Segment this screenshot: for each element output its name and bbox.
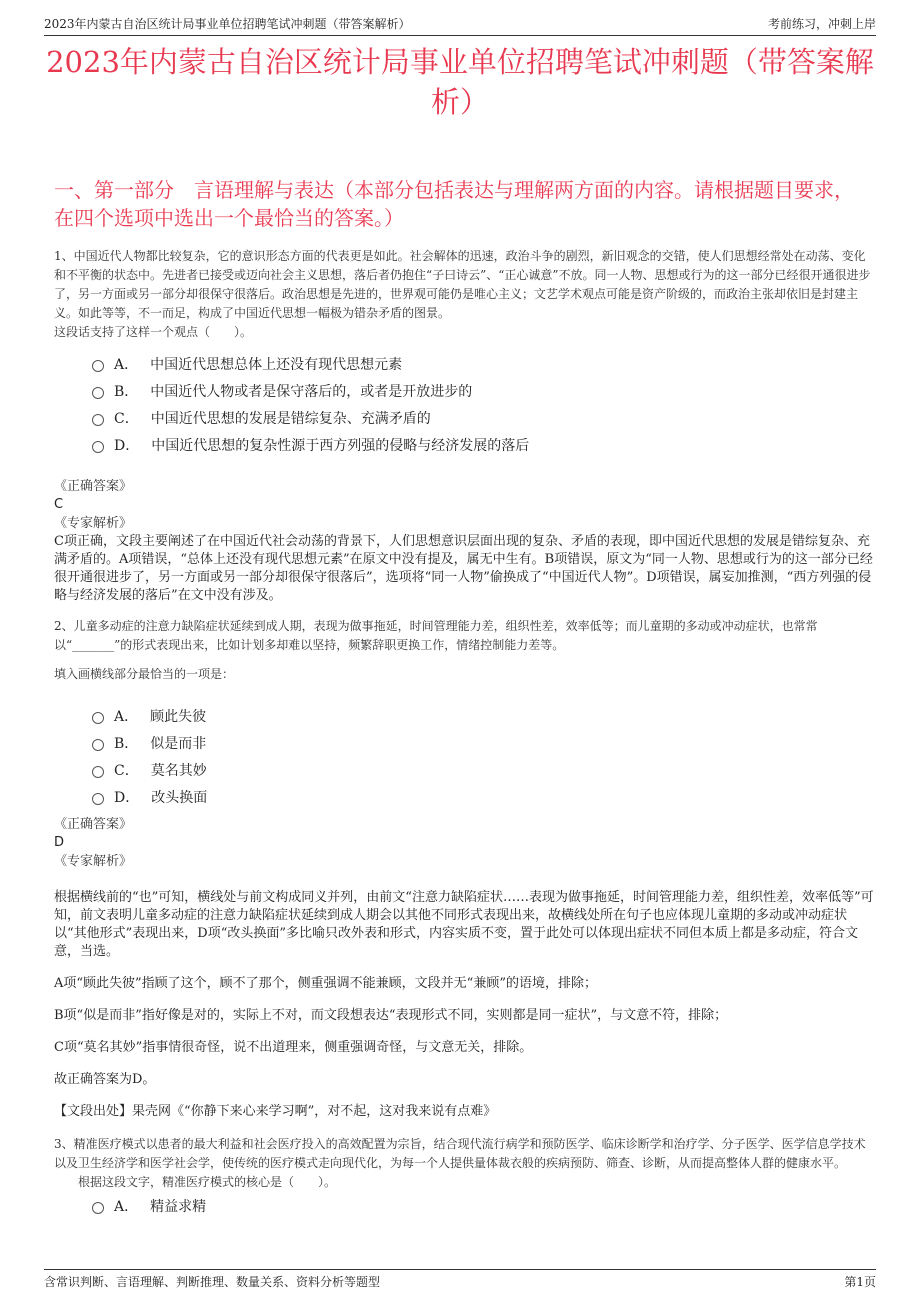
option-text: 顾此失彼 [150,708,207,725]
answer-heading: 《正确答案》 [54,817,133,832]
option-a[interactable] [92,1192,874,1219]
document-title: 2023年内蒙古自治区统计局事业单位招聘笔试冲刺题（带答案解析） [46,45,874,119]
radio-icon[interactable] [92,387,104,399]
radio-icon[interactable] [92,1202,104,1214]
option-label: A． [114,708,139,725]
option-b[interactable] [92,377,874,404]
option-label: B． [114,735,139,752]
analysis-text [54,889,874,1121]
question-2-text [54,617,874,684]
option-label: D． [114,789,140,806]
question-2-prompt: 填入画横线部分最恰当的一项是： [54,667,235,681]
radio-icon[interactable] [92,793,104,805]
radio-icon[interactable] [92,766,104,778]
analysis-paragraph: B项“似是而非”指好像是对的，实际上不对，而文段想表达“表现形式不同，实则都是同一症状”，与文意不符，排除； [54,1008,728,1023]
analysis-paragraph: C项“莫名其妙”指事情很奇怪，说不出道理来，侧重强调奇怪，与文意无关，排除。 [54,1040,533,1055]
radio-icon[interactable] [92,414,104,426]
analysis-paragraph: 故正确答案为D。 [54,1072,156,1087]
question-3 [54,1135,874,1219]
question-1-stem: 1、中国近代人物都比较复杂，它的意识形态方面的代表更是如此。社会解体的迅速，政治斗争的剧烈，新旧观念的交错，使人们思想经常处在动荡、变化和不平衡的状态中。先进者已接受或迈向社会主义思想，落后者仍抱住“子曰诗云”、“正心诚意”不放。同一人物、思想或行为的这一部分已经很开通很进步了，另一方面或另一部分却很保守很落后。政治思想是先进的，世界观可能仍是唯心主义；文艺学术观点可能是资产阶级的，而政治主张却依旧是封建主义。如此等等，不一而足，构成了中国近代思想一幅极为错杂矛盾的图景。 [54,249,871,320]
page-header [44,10,876,36]
option-text: 中国近代思想总体上还没有现代思想元素 [150,356,403,373]
analysis-heading: 《专家解析》 [54,516,133,531]
option-text: 中国近代思想的发展是错综复杂、充满矛盾的 [150,410,431,427]
question-2-stem: 2、儿童多动症的注意力缺陷症状延续到成人期，表现为做事拖延，时间管理能力差，组织性差，效率低等；而儿童期的多动或冲动症状，也常常以“_______”的形式表现出来，比如计划多却难以坚持，频繁辞职更换工作，情绪控制能力差等。 [54,619,818,652]
option-label: C． [114,762,139,779]
analysis-paragraph: A项“顾此失彼”指顾了这个，顾不了那个，侧重强调不能兼顾，文段并无“兼顾”的语境，排除； [54,976,597,991]
option-label: A． [114,356,139,373]
correct-answer: C [54,497,64,512]
option-text: 莫名其妙 [150,762,207,779]
analysis-text: C项正确，文段主要阐述了在中国近代社会动荡的背景下，人们思想意识层面出现的复杂、矛盾的表现，即中国近代思想的发展是错综复杂、充满矛盾的。A项错误，“总体上还没有现代思想元素”在原文中没有提及，属无中生有。B项错误，原文为“同一人物、思想或行为的这一部分已经很开通很进步了，另一方面或另一部分却很保守很落后”，选项将“同一人物”偷换成了“中国近代人物”。D项错误，属妄加推测，“西方列强的侵略与经济发展的落后”在文中没有涉及。 [54,534,873,603]
page-number: 第1页 [844,1275,876,1289]
option-label: C． [114,410,139,427]
question-list [54,247,874,1219]
option-c[interactable] [92,404,874,431]
option-c[interactable] [92,756,874,783]
question-2 [54,617,874,1121]
radio-icon[interactable] [92,360,104,372]
radio-icon[interactable] [92,441,104,453]
question-1-prompt: 这段话支持了这样一个观点（ ）。 [54,325,253,339]
question-3-stem: 3、精准医疗模式以患者的最大利益和社会医疗投入的高效配置为宗旨，结合现代流行病学和预防医学、临床诊断学和治疗学、分子医学、医学信息学技术以及卫生经济学和医学社会学，使传统的医疗模式走向现代化，为每一个人提供量体裁衣般的疾病预防、筛查、诊断，从而提高整体人群的健康水平。 [54,1137,866,1170]
page-footer [44,1269,876,1290]
header-right-text: 考前练习，冲刺上岸 [767,17,876,31]
correct-answer: D [54,835,65,850]
option-text: 精益求精 [150,1198,207,1215]
answer-heading: 《正确答案》 [54,479,133,494]
option-d[interactable] [92,431,874,458]
option-b[interactable] [92,729,874,756]
option-a[interactable] [92,350,874,377]
question-1-text [54,247,874,342]
option-label: D． [114,437,140,454]
section-heading: 一、第一部分 言语理解与表达（本部分包括表达与理解两方面的内容。请根据题目要求，在四个选项中选出一个最恰当的答案。） [54,178,854,230]
option-a[interactable] [92,702,874,729]
source-note: 【文段出处】果壳网《“你静下来心来学习啊”，对不起，这对我来说有点难》 [54,1104,497,1119]
question-3-text [54,1135,874,1192]
analysis-heading: 《专家解析》 [54,854,133,869]
radio-icon[interactable] [92,712,104,724]
option-text: 中国近代思想的复杂性源于西方列强的侵略与经济发展的落后 [151,437,530,454]
header-left-text: 2023年内蒙古自治区统计局事业单位招聘笔试冲刺题（带答案解析） [44,17,411,31]
analysis-paragraph: 根据横线前的“也”可知，横线处与前文构成同义并列，由前文“注意力缺陷症状……表现为做事拖延，时间管理能力差，组织性差，效率低等”可知，前文表明儿童多动症的注意力缺陷症状延续到成人期会以其他不同形式表现出来，故横线处所在句子也应体现儿童期的多动或冲动症状以“其他形式”表现出来，D项“改头换面”多比喻只改外表和形式，内容实质不变，置于此处可以体现出症状不同但本质上都是多动症，符合文意，当选。 [54,890,874,959]
option-label: A． [114,1198,139,1215]
option-text: 似是而非 [150,735,207,752]
option-label: B． [114,383,139,400]
question-3-prompt: 根据这段文字，精准医疗模式的核心是（ ）。 [78,1175,337,1189]
question-1 [54,247,874,605]
option-text: 中国近代人物或者是保守落后的，或者是开放进步的 [150,383,473,400]
footer-left-text: 含常识判断、言语理解、判断推理、数量关系、资料分析等题型 [44,1275,381,1289]
option-text: 改头换面 [151,789,208,806]
option-d[interactable] [92,783,874,810]
radio-icon[interactable] [92,739,104,751]
